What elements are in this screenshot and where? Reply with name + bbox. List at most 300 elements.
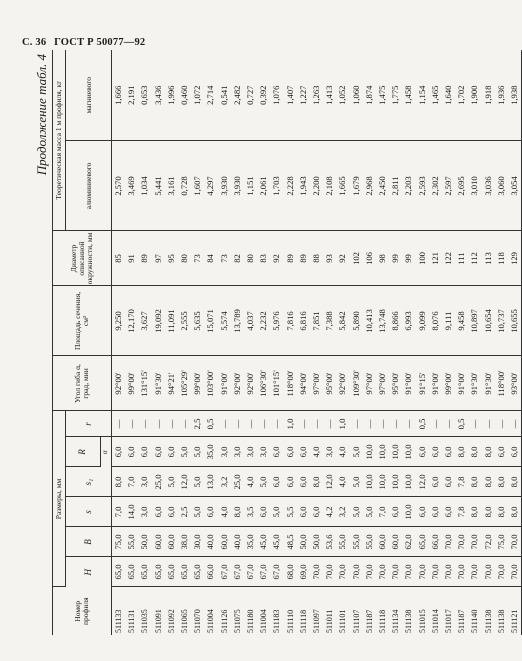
cell-area: 5,890 — [350, 286, 363, 356]
cell-profile-number: 511004 — [206, 609, 216, 633]
cell-angle: 91°15' — [416, 356, 429, 411]
cell-R: 6,0 — [138, 437, 151, 467]
cell-s: 3,0 — [138, 497, 151, 527]
table-row — [402, 50, 415, 635]
cell-diameter: 99 — [402, 231, 415, 286]
table-row — [389, 50, 402, 635]
cell-r: — — [297, 411, 310, 437]
standard-code: ГОСТ Р 50077—92 — [54, 37, 146, 48]
cell-angle: 99°00' — [442, 356, 455, 411]
table-row — [244, 50, 257, 635]
cell-profile-number: 511126 — [219, 609, 229, 633]
cell-r: 2,5 — [191, 411, 204, 437]
cell-s1: 6,0 — [429, 467, 442, 497]
cell-profile-number: 511011 — [325, 609, 335, 633]
cell-area: 8,866 — [389, 286, 402, 356]
cell-angle: 92°00' — [231, 356, 244, 411]
cell-area: 10,897 — [468, 286, 481, 356]
cell-area: 10,655 — [508, 286, 522, 356]
cell-r: — — [125, 411, 138, 437]
cell-H: 70,0 — [468, 557, 481, 587]
cell-r: — — [495, 411, 508, 437]
table-row — [204, 50, 217, 635]
col-group-dimensions: Размеры, мм — [53, 411, 66, 587]
cell-profile-number: 511101 — [338, 609, 348, 633]
cell-area: 10,654 — [482, 286, 495, 356]
cell-H: 70,0 — [336, 557, 349, 587]
cell-profile-number: 511138 — [404, 609, 414, 633]
cell-s1: 8,0 — [495, 467, 508, 497]
table-row — [310, 50, 323, 635]
cell-r: 0,5 — [455, 411, 468, 437]
cell-angle: 99°00' — [191, 356, 204, 411]
cell-H: 67,0 — [270, 557, 283, 587]
table-row — [468, 50, 481, 635]
cell-mass-aluminum: 2,450 — [376, 141, 389, 231]
cell-diameter: 89 — [297, 231, 310, 286]
cell-area: 9,250 — [112, 286, 126, 356]
cell-area: 19,092 — [152, 286, 165, 356]
cell-s1: 12,0 — [178, 467, 191, 497]
cell-mass-aluminum: 2,811 — [389, 141, 402, 231]
cell-angle: 91°30' — [482, 356, 495, 411]
cell-B: 35,0 — [244, 527, 257, 557]
cell-diameter: 102 — [350, 231, 363, 286]
cell-mass-aluminum: 2,108 — [323, 141, 336, 231]
cell-H: 65,0 — [165, 557, 178, 587]
cell-R: 6,0 — [165, 437, 178, 467]
cell-s1: 6,0 — [270, 467, 283, 497]
cell-B: 60,0 — [165, 527, 178, 557]
cell-mass-magnesium: 1,666 — [112, 50, 126, 141]
cell-s: 8,0 — [468, 497, 481, 527]
cell-area: 9,099 — [416, 286, 429, 356]
cell-profile-number: 511138 — [496, 609, 506, 633]
cell-mass-magnesium: 2,482 — [231, 50, 244, 141]
cell-R: 10,0 — [402, 437, 415, 467]
cell-mass-magnesium: 1,060 — [350, 50, 363, 141]
cell-s1: 8,0 — [112, 467, 126, 497]
cell-diameter: 80 — [244, 231, 257, 286]
cell-H: 70,0 — [442, 557, 455, 587]
cell-area: 4,037 — [244, 286, 257, 356]
cell-angle: 99°00' — [125, 356, 138, 411]
cell-s1: 6,0 — [297, 467, 310, 497]
cell-s1: 7,8 — [455, 467, 468, 497]
cell-s: 5,0 — [350, 497, 363, 527]
table-row — [191, 50, 204, 635]
cell-profile-number: 511070 — [193, 609, 203, 633]
profiles-table — [52, 50, 522, 635]
cell-B: 50,0 — [310, 527, 323, 557]
cell-mass-aluminum: 1,151 — [244, 141, 257, 231]
table-row — [270, 50, 283, 635]
cell-profile-number: 511138 — [483, 609, 493, 633]
cell-angle: 92°00' — [336, 356, 349, 411]
cell-area: 7,851 — [310, 286, 323, 356]
cell-H: 70,0 — [508, 557, 522, 587]
cell-diameter: 112 — [468, 231, 481, 286]
cell-H: 65,0 — [152, 557, 165, 587]
cell-profile-number: 511107 — [351, 609, 361, 633]
cell-r: 0,5 — [204, 411, 217, 437]
cell-s1: 5,0 — [165, 467, 178, 497]
cell-profile-number: 511092 — [166, 609, 176, 633]
cell-profile-number: 511035 — [140, 609, 150, 633]
cell-mass-aluminum: 2,570 — [112, 141, 126, 231]
cell-s: 6,0 — [429, 497, 442, 527]
cell-R: 6,0 — [416, 437, 429, 467]
cell-diameter: 95 — [165, 231, 178, 286]
cell-diameter: 93 — [323, 231, 336, 286]
cell-mass-aluminum: 2,200 — [310, 141, 323, 231]
cell-mass-aluminum: 2,302 — [429, 141, 442, 231]
cell-R: 6,0 — [125, 437, 138, 467]
cell-angle: 91°30' — [152, 356, 165, 411]
col-aluminum: алюминиевого — [66, 141, 112, 231]
cell-area: 2,555 — [178, 286, 191, 356]
cell-r: — — [270, 411, 283, 437]
cell-mass-aluminum: 2,228 — [284, 141, 297, 231]
cell-B: 53,6 — [323, 527, 336, 557]
table-row — [138, 50, 151, 635]
cell-s1: 4,0 — [336, 467, 349, 497]
cell-r: — — [310, 411, 323, 437]
cell-area: 8,076 — [429, 286, 442, 356]
cell-mass-aluminum: 3,060 — [495, 141, 508, 231]
cell-mass-magnesium: 1,936 — [495, 50, 508, 141]
cell-mass-aluminum: 2,061 — [257, 141, 270, 231]
cell-s1: 3,2 — [218, 467, 231, 497]
cell-angle: 118°00' — [284, 356, 297, 411]
cell-area: 3,627 — [138, 286, 151, 356]
cell-R: 5,0 — [178, 437, 191, 467]
cell-mass-magnesium: 1,475 — [376, 50, 389, 141]
cell-H: 66,0 — [204, 557, 217, 587]
table-row — [482, 50, 495, 635]
cell-B: 70,0 — [508, 527, 522, 557]
cell-diameter: 91 — [125, 231, 138, 286]
table-row — [152, 50, 165, 635]
cell-R: 10,0 — [363, 437, 376, 467]
cell-B: 50,0 — [297, 527, 310, 557]
cell-H: 70,0 — [376, 557, 389, 587]
cell-diameter: 98 — [376, 231, 389, 286]
cell-R: 6,0 — [495, 437, 508, 467]
cell-H: 70,0 — [455, 557, 468, 587]
cell-B: 60,0 — [376, 527, 389, 557]
cell-B: 70,0 — [455, 527, 468, 557]
cell-diameter: 82 — [231, 231, 244, 286]
cell-H: 70,0 — [389, 557, 402, 587]
cell-R: 6,0 — [442, 437, 455, 467]
table-row — [336, 50, 349, 635]
cell-profile-number: 511131 — [127, 609, 137, 633]
cell-mass-magnesium: 3,436 — [152, 50, 165, 141]
col-B: B — [66, 527, 112, 557]
cell-r: — — [376, 411, 389, 437]
cell-mass-aluminum: 1,943 — [297, 141, 310, 231]
cell-H: 70,0 — [310, 557, 323, 587]
cell-r: — — [152, 411, 165, 437]
cell-area: 6,816 — [297, 286, 310, 356]
cell-s: 5,0 — [363, 497, 376, 527]
cell-diameter: 121 — [429, 231, 442, 286]
cell-B: 48,5 — [284, 527, 297, 557]
table-row — [363, 50, 376, 635]
cell-s: 6,0 — [442, 497, 455, 527]
cell-s: 3,5 — [244, 497, 257, 527]
cell-s1: 4,0 — [244, 467, 257, 497]
page-header — [22, 37, 150, 48]
cell-mass-aluminum: 3,930 — [231, 141, 244, 231]
cell-B: 55,0 — [336, 527, 349, 557]
cell-mass-magnesium: 1,996 — [165, 50, 178, 141]
cell-s1: 10,0 — [376, 467, 389, 497]
cell-r: — — [112, 411, 126, 437]
cell-H: 70,0 — [350, 557, 363, 587]
cell-s: 6,0 — [152, 497, 165, 527]
cell-profile-number: 511014 — [430, 609, 440, 633]
col-H: H — [66, 557, 112, 587]
table-row — [495, 50, 508, 635]
cell-angle: 91°00' — [429, 356, 442, 411]
cell-r: — — [257, 411, 270, 437]
cell-profile-number: 511118 — [378, 609, 388, 633]
cell-R: 8,0 — [455, 437, 468, 467]
cell-R: 6,0 — [297, 437, 310, 467]
cell-angle: 103°00' — [204, 356, 217, 411]
cell-mass-aluminum: 4,297 — [204, 141, 217, 231]
cell-H: 65,0 — [138, 557, 151, 587]
cell-mass-aluminum: 3,054 — [508, 141, 522, 231]
cell-B: 75,0 — [495, 527, 508, 557]
cell-area: 2,232 — [257, 286, 270, 356]
cell-profile-number: 511091 — [153, 609, 163, 633]
cell-B: 60,0 — [218, 527, 231, 557]
table-row — [323, 50, 336, 635]
cell-R: 10,0 — [376, 437, 389, 467]
cell-mass-magnesium: 0,392 — [257, 50, 270, 141]
cell-s: 7,0 — [376, 497, 389, 527]
cell-mass-aluminum: 1,679 — [350, 141, 363, 231]
cell-s: 8,0 — [508, 497, 522, 527]
cell-area: 15,071 — [204, 286, 217, 356]
cell-profile-number: 511004 — [259, 609, 269, 633]
cell-H: 67,0 — [231, 557, 244, 587]
cell-r: — — [231, 411, 244, 437]
cell-angle: 95°00' — [389, 356, 402, 411]
cell-R: 6,0 — [284, 437, 297, 467]
cell-R: 4,0 — [310, 437, 323, 467]
cell-R: 4,0 — [336, 437, 349, 467]
cell-R: 3,0 — [323, 437, 336, 467]
cell-angle: 97°00' — [376, 356, 389, 411]
table-row — [231, 50, 244, 635]
cell-B: 30,0 — [191, 527, 204, 557]
cell-B: 50,0 — [138, 527, 151, 557]
cell-R: 3,0 — [231, 437, 244, 467]
cell-H: 69,0 — [297, 557, 310, 587]
cell-H: 67,0 — [218, 557, 231, 587]
cell-r: — — [468, 411, 481, 437]
cell-profile-number: 511097 — [312, 609, 322, 633]
cell-R: 10,0 — [389, 437, 402, 467]
cell-s1: 5,0 — [350, 467, 363, 497]
cell-r: — — [389, 411, 402, 437]
cell-B: 60,0 — [152, 527, 165, 557]
cell-angle: 91°00' — [218, 356, 231, 411]
cell-B: 55,0 — [363, 527, 376, 557]
table-row — [429, 50, 442, 635]
cell-R: 6,0 — [508, 437, 522, 467]
cell-s1: 6,0 — [442, 467, 455, 497]
cell-r: — — [350, 411, 363, 437]
cell-r: — — [244, 411, 257, 437]
cell-mass-magnesium: 0,541 — [218, 50, 231, 141]
cell-B: 45,0 — [270, 527, 283, 557]
col-R: R — [66, 437, 101, 467]
cell-area: 10,413 — [363, 286, 376, 356]
cell-s: 5,0 — [191, 497, 204, 527]
cell-R: 6,0 — [270, 437, 283, 467]
cell-mass-magnesium: 1,263 — [310, 50, 323, 141]
cell-s: 8,0 — [482, 497, 495, 527]
cell-profile-number: 511017 — [444, 609, 454, 633]
cell-B: 55,0 — [350, 527, 363, 557]
cell-diameter: 73 — [191, 231, 204, 286]
cell-profile-number: 511015 — [417, 609, 427, 633]
cell-R: 6,0 — [152, 437, 165, 467]
cell-mass-aluminum: 2,593 — [416, 141, 429, 231]
cell-H: 67,0 — [257, 557, 270, 587]
cell-angle: 131°15' — [138, 356, 151, 411]
cell-mass-magnesium: 1,775 — [389, 50, 402, 141]
cell-mass-aluminum: 3,930 — [218, 141, 231, 231]
cell-mass-aluminum: 1,665 — [336, 141, 349, 231]
cell-angle: 118°00' — [495, 356, 508, 411]
col-area: Площадь сечения, см² — [53, 286, 112, 356]
cell-diameter: 122 — [442, 231, 455, 286]
cell-r: — — [402, 411, 415, 437]
cell-angle: 97°00' — [363, 356, 376, 411]
cell-mass-aluminum: 3,036 — [482, 141, 495, 231]
cell-mass-magnesium: 1,938 — [508, 50, 522, 141]
cell-angle: 93°00' — [508, 356, 522, 411]
cell-B: 75,0 — [112, 527, 126, 557]
cell-diameter: 118 — [495, 231, 508, 286]
cell-mass-magnesium: 1,413 — [323, 50, 336, 141]
cell-r: — — [508, 411, 522, 437]
cell-r: — — [363, 411, 376, 437]
cell-s: 8,0 — [231, 497, 244, 527]
cell-s: 7,8 — [455, 497, 468, 527]
table-row — [416, 50, 429, 635]
cell-profile-number: 511075 — [232, 609, 242, 633]
cell-mass-magnesium: 1,465 — [429, 50, 442, 141]
cell-mass-aluminum: 2,203 — [402, 141, 415, 231]
cell-s1: 5,0 — [257, 467, 270, 497]
cell-s: 10,0 — [402, 497, 415, 527]
cell-mass-magnesium: 2,714 — [204, 50, 217, 141]
cell-s: 7,0 — [112, 497, 126, 527]
cell-B: 38,0 — [178, 527, 191, 557]
cell-mass-aluminum: 0,728 — [178, 141, 191, 231]
cell-H: 65,0 — [178, 557, 191, 587]
cell-s: 6,0 — [310, 497, 323, 527]
cell-H: 70,0 — [482, 557, 495, 587]
cell-mass-magnesium: 1,874 — [363, 50, 376, 141]
cell-mass-magnesium: 2,191 — [125, 50, 138, 141]
cell-B: 66,0 — [429, 527, 442, 557]
cell-profile-number: 511187 — [457, 609, 467, 633]
cell-area: 5,842 — [336, 286, 349, 356]
cell-H: 70,0 — [429, 557, 442, 587]
cell-diameter: 100 — [416, 231, 429, 286]
cell-profile-number: 511118 — [298, 609, 308, 633]
cell-B: 40,0 — [204, 527, 217, 557]
cell-diameter: 92 — [270, 231, 283, 286]
cell-area: 13,748 — [376, 286, 389, 356]
cell-B: 60,0 — [389, 527, 402, 557]
cell-area: 7,816 — [284, 286, 297, 356]
cell-B: 70,0 — [442, 527, 455, 557]
cell-s1: 8,0 — [468, 467, 481, 497]
col-group-mass: Теоретическая масса 1 м профиля, кг — [53, 50, 66, 231]
cell-diameter: 89 — [138, 231, 151, 286]
cell-s: 6,0 — [389, 497, 402, 527]
cell-r: — — [482, 411, 495, 437]
cell-s: 5,5 — [284, 497, 297, 527]
cell-area: 5,976 — [270, 286, 283, 356]
cell-area: 5,635 — [191, 286, 204, 356]
cell-angle: 105°29' — [178, 356, 191, 411]
col-profile-number: Номер профиля — [53, 587, 112, 635]
cell-s1: 6,0 — [284, 467, 297, 497]
cell-s1: 10,0 — [363, 467, 376, 497]
cell-R: 5,0 — [191, 437, 204, 467]
cell-B: 70,0 — [468, 527, 481, 557]
cell-diameter: 111 — [455, 231, 468, 286]
cell-diameter: 85 — [112, 231, 126, 286]
cell-mass-magnesium: 1,072 — [191, 50, 204, 141]
cell-H: 65,0 — [125, 557, 138, 587]
cell-diameter: 99 — [389, 231, 402, 286]
cell-area: 13,789 — [231, 286, 244, 356]
cell-s1: 3,0 — [138, 467, 151, 497]
table-row — [376, 50, 389, 635]
cell-diameter: 83 — [257, 231, 270, 286]
cell-area: 11,091 — [165, 286, 178, 356]
cell-H: 67,0 — [244, 557, 257, 587]
table-row — [284, 50, 297, 635]
cell-H: 65,0 — [191, 557, 204, 587]
cell-mass-aluminum: 3,469 — [125, 141, 138, 231]
cell-s1: 25,0 — [231, 467, 244, 497]
cell-s1: 7,0 — [125, 467, 138, 497]
table-row — [297, 50, 310, 635]
cell-profile-number: 511065 — [180, 609, 190, 633]
cell-R: 8,0 — [468, 437, 481, 467]
col-alpha: α — [101, 437, 112, 467]
table-row — [218, 50, 231, 635]
cell-mass-magnesium: 1,918 — [482, 50, 495, 141]
cell-profile-number: 511121 — [508, 587, 522, 635]
col-magnesium: магниевого — [66, 50, 112, 141]
cell-r: — — [178, 411, 191, 437]
cell-H: 70,0 — [363, 557, 376, 587]
cell-B: 45,0 — [257, 527, 270, 557]
